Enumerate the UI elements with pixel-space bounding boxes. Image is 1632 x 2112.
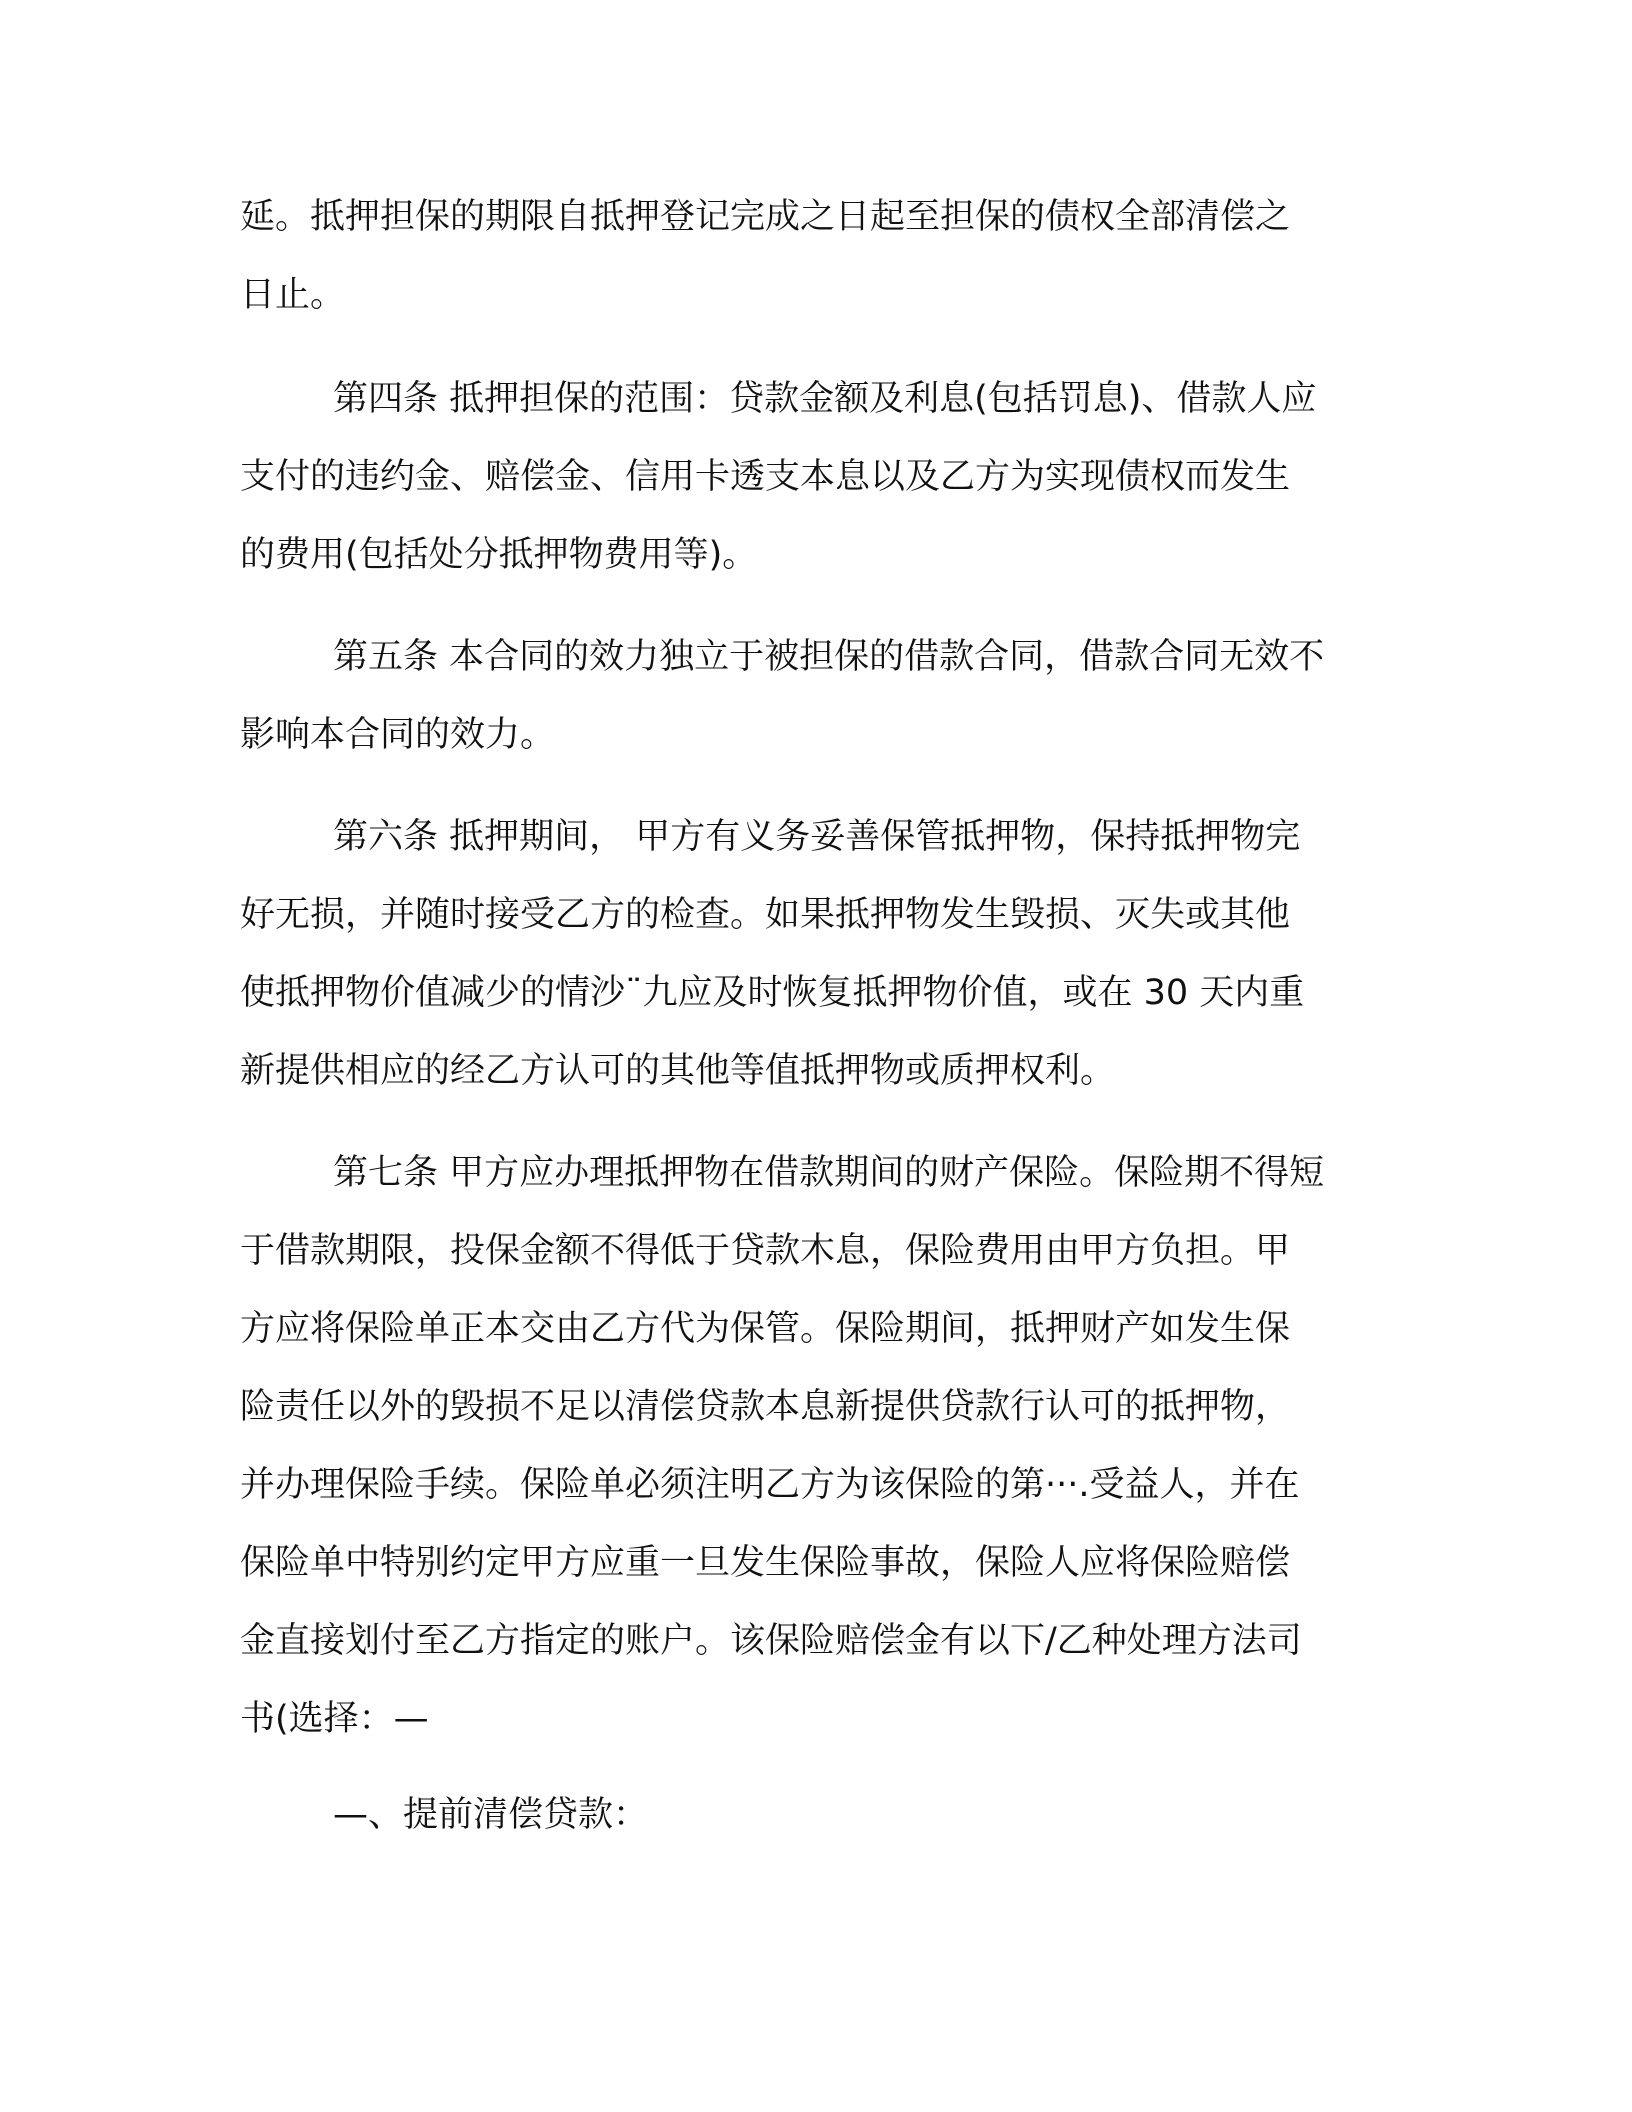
text-line: 第五条 本合同的效力独立于被担保的借款合同，借款合同无效不 <box>333 637 1325 677</box>
text-line: 新提供相应的经乙方认可的其他等值抵押物或质押权利。 <box>240 1051 1116 1091</box>
text-line: —、提前清偿贷款： <box>333 1795 649 1835</box>
text-line: 并办理保险手续。保险单必须注明乙方为该保险的第···.受益人，并在 <box>240 1465 1300 1505</box>
text-line: 于借款期限，投保金额不得低于贷款木息，保险费用由甲方负担。甲 <box>240 1231 1291 1271</box>
text-line: 好无损，并随时接受乙方的检查。如果抵押物发生毁损、灭失或其他 <box>240 895 1291 935</box>
text-line: 第七条 甲方应办理抵押物在借款期间的财产保险。保险期不得短 <box>333 1153 1325 1193</box>
text-line: 第六条 抵押期间， 甲方有义务妥善保管抵押物，保持抵押物完 <box>333 817 1301 857</box>
text-line: 金直接划付至乙方指定的账户。该保险赔偿金有以下/乙种处理方法司 <box>240 1621 1302 1661</box>
text-line: 第四条 抵押担保的范围：贷款金额及利息(包括罚息)、借款人应 <box>333 379 1317 419</box>
text-line: 的费用(包括处分抵押物费用等)。 <box>240 535 758 575</box>
text-line: 书(选择：— <box>240 1699 429 1739</box>
paragraph-article-4 <box>240 360 1316 594</box>
text-line: 险责任以外的毁损不足以清偿贷款本息新提供贷款行认可的抵押物， <box>240 1387 1291 1427</box>
paragraph-article-7 <box>240 1134 1324 1758</box>
text-line: 使抵押物价值减少的情沙¨九应及时恢复抵押物价值，或在 30 天内重 <box>240 973 1305 1013</box>
paragraph-article-5 <box>240 618 1324 774</box>
text-line: 延。抵押担保的期限自抵押登记完成之日起至担保的债权全部清偿之 <box>240 197 1291 237</box>
paragraph-option-1 <box>240 1776 648 1854</box>
text-line: 影响本合同的效力。 <box>240 715 556 755</box>
paragraph-article-6 <box>240 798 1304 1110</box>
text-line: 支付的违约金、赔偿金、信用卡透支本息以及乙方为实现债权而发生 <box>240 457 1291 497</box>
text-line: 日止。 <box>240 275 346 315</box>
text-line: 方应将保险单正本交由乙方代为保管。保险期间，抵押财产如发生保 <box>240 1309 1291 1349</box>
paragraph-term-end <box>240 178 1290 334</box>
text-line: 保险单中特别约定甲方应重一旦发生保险事故，保险人应将保险赔偿 <box>240 1543 1291 1583</box>
